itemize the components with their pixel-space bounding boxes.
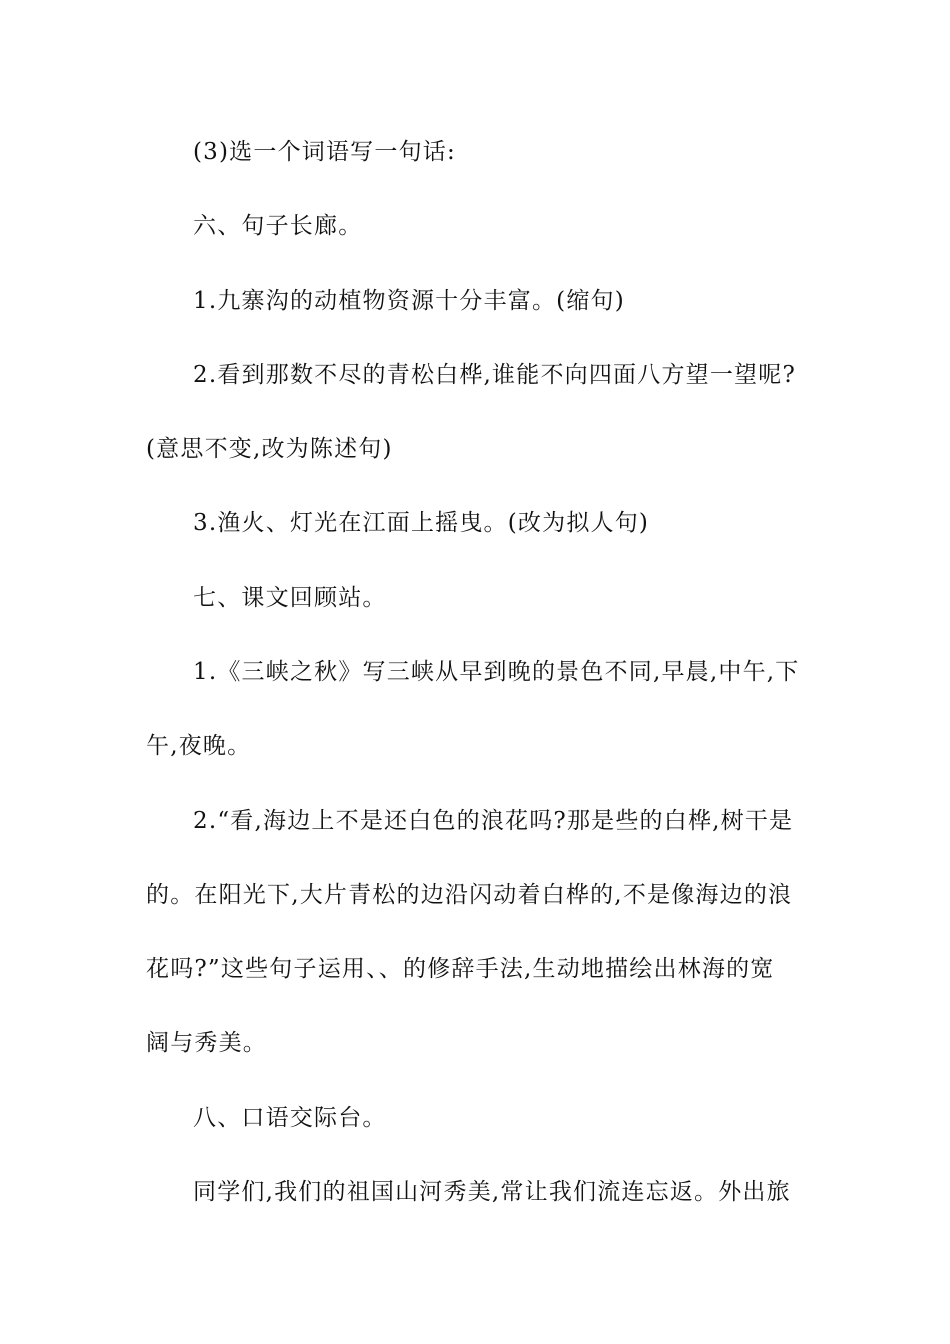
question-3-make-sentence: (3)选一个词语写一句话: — [193, 139, 456, 165]
review-item-2-continued-1: 的。在阳光下,大片青松的边沿闪动着白桦的,不是像海边的浪 — [146, 882, 793, 908]
section-7-heading: 七、课文回顾站。 — [193, 585, 387, 611]
sentence-item-3: 3.渔火、灯光在江面上摇曳。(改为拟人句) — [193, 510, 650, 536]
review-item-2: 2.“看,海边上不是还白色的浪花吗?那是些的白桦,树干是 — [193, 808, 794, 834]
review-item-2-continued-3: 阔与秀美。 — [146, 1030, 267, 1056]
sentence-item-2-continued: (意思不变,改为陈述句) — [146, 436, 393, 462]
review-item-1: 1.《三峡之秋》写三峡从早到晚的景色不同,早晨,中午,下 — [193, 659, 800, 685]
section-8-heading: 八、口语交际台。 — [193, 1105, 387, 1131]
review-item-2-continued-2: 花吗?”这些句子运用、、的修辞手法,生动地描绘出林海的宽 — [146, 956, 775, 982]
review-item-1-continued: 午,夜晚。 — [146, 733, 252, 759]
section-6-heading: 六、句子长廊。 — [193, 213, 363, 239]
oral-communication-paragraph: 同学们,我们的祖国山河秀美,常让我们流连忘返。外出旅 — [193, 1179, 791, 1205]
sentence-item-1: 1.九寨沟的动植物资源十分丰富。(缩句) — [193, 288, 625, 314]
sentence-item-2: 2.看到那数不尽的青松白桦,谁能不向四面八方望一望呢? — [193, 362, 796, 388]
